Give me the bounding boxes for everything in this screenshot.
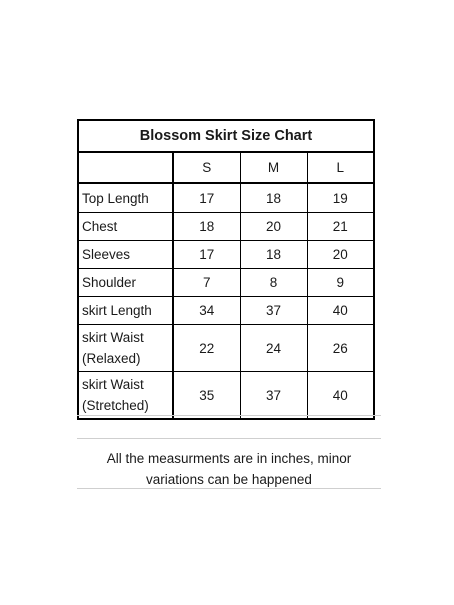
- row-label: Top Length: [78, 183, 173, 213]
- note-line: variations can be happened: [146, 472, 312, 487]
- size-table: [77, 119, 375, 420]
- table-cell: 20: [307, 241, 374, 269]
- table-cell: 22: [173, 325, 240, 372]
- table-cell: 8: [240, 269, 307, 297]
- table-cell: 37: [240, 372, 307, 420]
- note-line: All the measurments are in inches, minor: [106, 451, 352, 466]
- blank-separator-row: [77, 415, 381, 438]
- size-header-s: S: [173, 152, 240, 183]
- size-chart: [77, 119, 373, 420]
- size-header-m: M: [240, 152, 307, 183]
- chart-title: Blossom Skirt Size Chart: [78, 120, 374, 152]
- row-label-line: (Relaxed): [82, 351, 141, 366]
- table-cell: 18: [240, 241, 307, 269]
- table-row: [78, 213, 374, 241]
- table-cell: 40: [307, 297, 374, 325]
- table-cell: 37: [240, 297, 307, 325]
- table-row: [78, 297, 374, 325]
- table-row: [78, 183, 374, 213]
- row-label-line: skirt Waist: [82, 330, 144, 345]
- size-header-l: L: [307, 152, 374, 183]
- row-label: Shoulder: [78, 269, 173, 297]
- table-cell: 7: [173, 269, 240, 297]
- table-cell: 9: [307, 269, 374, 297]
- table-cell: 24: [240, 325, 307, 372]
- row-label: Sleeves: [78, 241, 173, 269]
- table-cell: 17: [173, 241, 240, 269]
- table-row: [78, 269, 374, 297]
- table-cell: 20: [240, 213, 307, 241]
- table-cell: 21: [307, 213, 374, 241]
- table-row: [78, 372, 374, 420]
- row-label: skirt Length: [78, 297, 173, 325]
- table-row: [78, 325, 374, 372]
- row-label: [78, 325, 173, 372]
- table-cell: 40: [307, 372, 374, 420]
- table-cell: 26: [307, 325, 374, 372]
- header-corner: [78, 152, 173, 183]
- table-cell: 35: [173, 372, 240, 420]
- table-cell: 34: [173, 297, 240, 325]
- measurement-note: [77, 438, 381, 489]
- table-cell: 17: [173, 183, 240, 213]
- row-label: [78, 372, 173, 420]
- table-row: [78, 241, 374, 269]
- row-label-line: skirt Waist: [82, 377, 144, 392]
- table-cell: 18: [173, 213, 240, 241]
- row-label: Chest: [78, 213, 173, 241]
- size-header-row: [78, 152, 374, 183]
- table-cell: 18: [240, 183, 307, 213]
- table-cell: 19: [307, 183, 374, 213]
- row-label-line: (Stretched): [82, 398, 149, 413]
